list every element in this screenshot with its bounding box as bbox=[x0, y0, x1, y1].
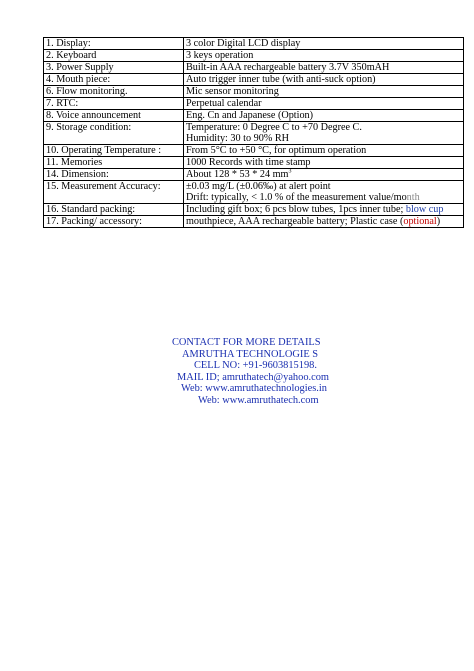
spec-value: 3 color Digital LCD display bbox=[184, 38, 464, 50]
packing-text-blue: blow cup bbox=[405, 204, 444, 215]
spec-value-line: Humidity: 30 to 90% RH bbox=[186, 133, 290, 144]
spec-value: Auto trigger inner tube (with anti-suck option) bbox=[184, 74, 464, 86]
table-row bbox=[44, 38, 464, 50]
spec-value-line: ±0.03 mg/L (±0.06‰) at alert point bbox=[186, 181, 331, 192]
table-row bbox=[44, 181, 464, 204]
spec-label: 1. Display: bbox=[44, 38, 184, 50]
spec-value: Built-in AAA rechargeable battery 3.7V 350mAH bbox=[184, 62, 464, 74]
table-row bbox=[44, 74, 464, 86]
spec-label: 6. Flow monitoring. bbox=[44, 86, 184, 98]
mail-id: MAIL ID; amruthatech@yahoo.com bbox=[177, 371, 330, 383]
table-row bbox=[44, 169, 464, 181]
table-row bbox=[44, 145, 464, 157]
spec-value: Mic sensor monitoring bbox=[184, 86, 464, 98]
specification-table bbox=[43, 37, 464, 228]
spec-label: 10. Operating Temperature : bbox=[44, 145, 184, 157]
spec-value: 3 keys operation bbox=[184, 50, 464, 62]
optional-text-red: optional bbox=[403, 216, 437, 227]
spec-label: 16. Standard packing: bbox=[44, 204, 184, 216]
spec-value-line: Temperature: 0 Degree C to +70 Degree C. bbox=[186, 122, 362, 133]
drift-text: Drift: typically, < 1.0 % of the measurement value/mo bbox=[186, 192, 407, 203]
contact-block bbox=[0, 337, 474, 407]
spec-label: 14. Dimension: bbox=[44, 169, 184, 181]
spec-label: 11. Memories bbox=[44, 157, 184, 169]
table-row bbox=[44, 157, 464, 169]
spec-label: 8. Voice announcement bbox=[44, 110, 184, 122]
accessory-text: mouthpiece, AAA rechargeable battery; Plastic case ( bbox=[186, 216, 404, 227]
website-link[interactable]: Web: www.amruthatech.com bbox=[198, 394, 319, 406]
spec-value bbox=[184, 122, 464, 145]
accessory-text-end: ) bbox=[436, 216, 441, 227]
spec-label: 3. Power Supply bbox=[44, 62, 184, 74]
table-row bbox=[44, 98, 464, 110]
contact-heading: CONTACT FOR MORE DETAILS bbox=[172, 337, 321, 348]
cell-number: CELL NO: +91-9603815198. bbox=[194, 360, 317, 372]
spec-value bbox=[184, 181, 464, 204]
spec-label: 2. Keyboard bbox=[44, 50, 184, 62]
spec-value bbox=[184, 216, 464, 228]
spec-value: 1000 Records with time stamp bbox=[184, 157, 464, 169]
spec-label: 17. Packing/ accessory: bbox=[44, 216, 184, 228]
table-row bbox=[44, 62, 464, 74]
company-name: AMRUTHA TECHNOLOGIE S bbox=[182, 348, 319, 360]
drift-text-grey: nth bbox=[406, 192, 420, 203]
table-row bbox=[44, 110, 464, 122]
cubic-superscript: 3 bbox=[288, 168, 292, 175]
spec-label: 7. RTC: bbox=[44, 98, 184, 110]
spec-value: From 5°C to +50 °C, for optimum operation bbox=[184, 145, 464, 157]
spec-value bbox=[184, 169, 464, 181]
table-row bbox=[44, 50, 464, 62]
spec-label: 9. Storage condition: bbox=[44, 122, 184, 145]
spec-value: Eng. Cn and Japanese (Option) bbox=[184, 110, 464, 122]
spec-value-line bbox=[186, 192, 461, 203]
spec-value: Perpetual calendar bbox=[184, 98, 464, 110]
packing-text: Including gift box; 6 pcs blow tubes, 1pcs inner tube; bbox=[186, 204, 406, 215]
spec-label: 15. Measurement Accuracy: bbox=[44, 181, 184, 204]
table-row bbox=[44, 204, 464, 216]
table-row bbox=[44, 122, 464, 145]
dimension-text: About 128 * 53 * 24 mm bbox=[186, 169, 289, 180]
table-row bbox=[44, 86, 464, 98]
table-row bbox=[44, 216, 464, 228]
website-link[interactable]: Web: www.amruthatechnologies.in bbox=[181, 383, 327, 395]
spec-value bbox=[184, 204, 464, 216]
spec-label: 4. Mouth piece: bbox=[44, 74, 184, 86]
